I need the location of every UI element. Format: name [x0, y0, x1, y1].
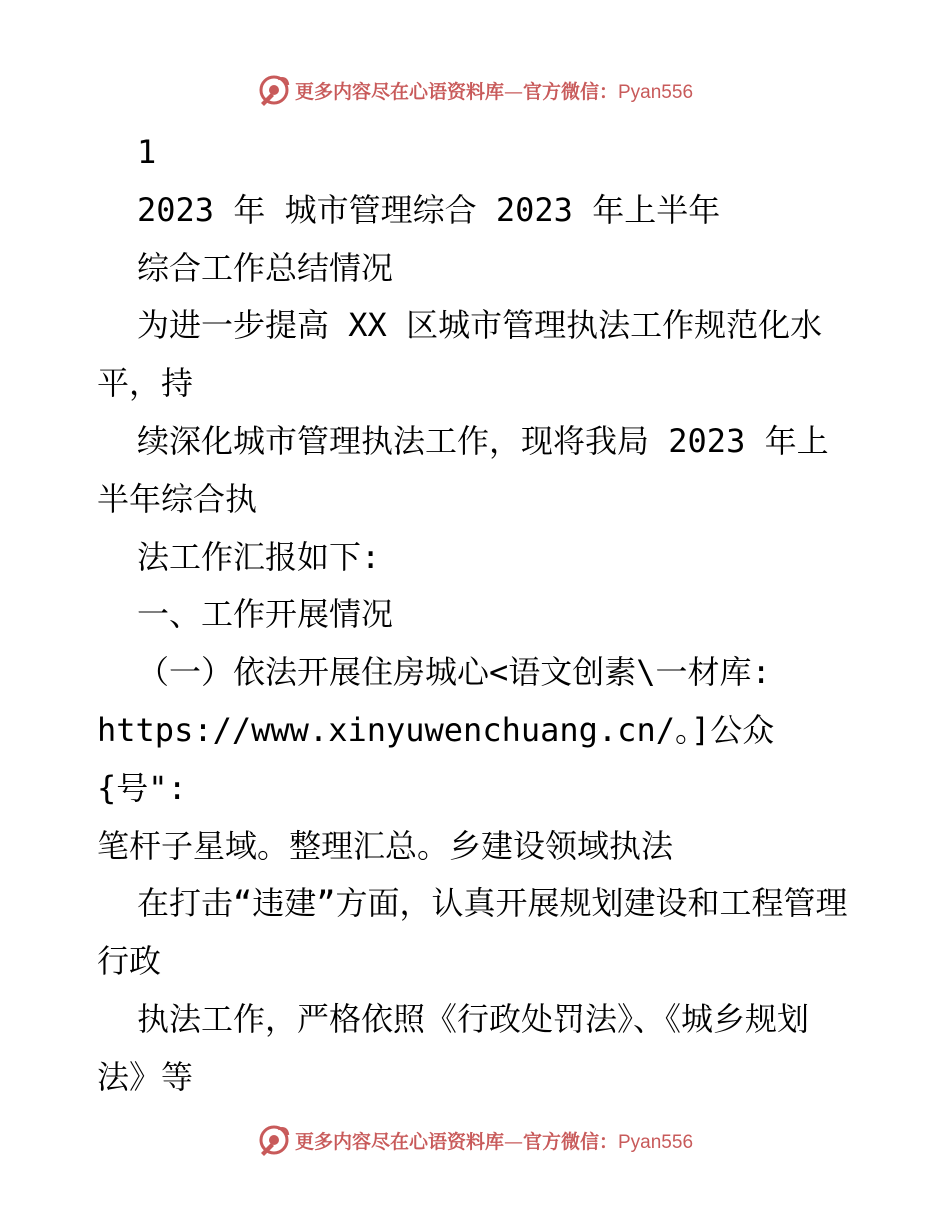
- watermark-wechat-id: Pyan556: [618, 1131, 694, 1153]
- paragraph-line: 在打击“违建”方面，认真开展规划建设和工程管理行政: [97, 884, 848, 981]
- paragraph-line: https://www.xinyuwenchuang.cn/。]公众{号":: [97, 710, 775, 807]
- document-title-line-1: 2023 年 城市管理综合 2023 年上半年: [137, 190, 721, 229]
- watermark-separator: —: [503, 80, 523, 103]
- paragraph-line: 执法工作，严格依照《行政处罚法》、《城乡规划法》等: [97, 999, 810, 1096]
- paragraph-line: 法工作汇报如下:: [137, 537, 381, 576]
- header-watermark: [0, 70, 950, 110]
- document-title-line-2: 综合工作总结情况: [137, 248, 394, 287]
- pen-logo-icon: [257, 1123, 291, 1157]
- page-number-line: 1: [137, 133, 157, 171]
- pen-logo-icon: [257, 73, 291, 107]
- paragraph-line: 为进一步提高 XX 区城市管理执法工作规范化水平，持: [97, 306, 823, 403]
- document-body: [97, 124, 857, 1107]
- paragraph-line: 续深化城市管理执法工作，现将我局 2023 年上半年综合执: [97, 421, 829, 518]
- watermark-wechat-label: 官方微信：: [522, 1130, 618, 1153]
- watermark-wechat-label: 官方微信：: [522, 80, 618, 103]
- watermark-wechat-id: Pyan556: [618, 81, 694, 103]
- watermark-text: 更多内容尽在心语资料库: [294, 80, 504, 103]
- watermark-text: 更多内容尽在心语资料库: [294, 1130, 504, 1153]
- subsection-heading-line: （一）依法开展住房城心<语文创素\一材库:: [137, 653, 771, 692]
- section-heading: 一、工作开展情况: [137, 595, 394, 634]
- footer-watermark: [0, 1120, 950, 1160]
- paragraph-line: 笔杆子星域。整理汇总。乡建设领域执法: [97, 826, 674, 865]
- watermark-separator: —: [503, 1130, 523, 1153]
